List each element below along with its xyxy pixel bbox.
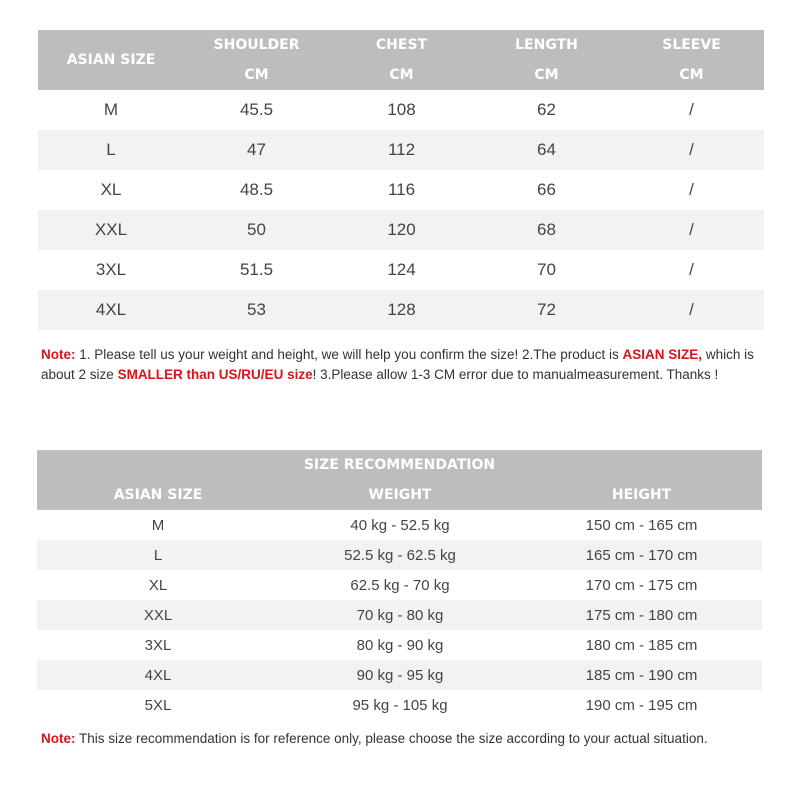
cell-size: M: [103, 100, 119, 119]
cell-weight: 70 kg - 80 kg: [279, 600, 521, 630]
table-row: [37, 600, 762, 630]
cell-shoulder: 47: [184, 130, 329, 170]
header-height: HEIGHT: [521, 480, 762, 510]
header-length-unit: CM: [474, 60, 619, 90]
table-row: [38, 250, 764, 290]
table-row: [38, 210, 764, 250]
cell-chest: 124: [387, 260, 416, 279]
cell-chest: 128: [329, 290, 474, 330]
note-text: This size recommendation is for reference only, please choose the size according to your actual situation.: [75, 731, 708, 746]
recommendation-header-row: [37, 480, 762, 510]
table-row: [38, 130, 764, 170]
cell-height: 190 cm - 195 cm: [585, 696, 698, 714]
header-chest-unit: CM: [329, 60, 474, 90]
recommendation-title-row: [37, 450, 762, 480]
cell-size: 3XL: [144, 636, 172, 654]
cell-chest: 120: [329, 210, 474, 250]
table-row: [38, 170, 764, 210]
cell-sleeve: /: [689, 180, 694, 199]
cell-shoulder: 48.5: [239, 180, 274, 199]
note-label: Note:: [41, 731, 76, 746]
size-chart-header-row-1: [38, 30, 764, 60]
cell-weight: 40 kg - 52.5 kg: [350, 516, 450, 534]
header-length: LENGTH: [474, 30, 619, 60]
cell-size: XXL: [38, 210, 184, 250]
recommendation-title: SIZE RECOMMENDATION: [37, 450, 762, 480]
header-weight: WEIGHT: [279, 480, 521, 510]
cell-size: L: [38, 130, 184, 170]
header-sleeve: SLEEVE: [619, 30, 764, 60]
cell-weight: 52.5 kg - 62.5 kg: [279, 540, 521, 570]
cell-sleeve: /: [619, 210, 764, 250]
header-shoulder: SHOULDER: [184, 30, 329, 60]
cell-shoulder: 51.5: [239, 260, 274, 279]
cell-chest: 112: [329, 130, 474, 170]
cell-weight: 80 kg - 90 kg: [356, 636, 444, 654]
note-highlight-smaller: SMALLER than US/RU/EU size: [117, 366, 313, 382]
cell-size: XL: [100, 180, 122, 199]
cell-length: 68: [474, 210, 619, 250]
note-label: Note:: [41, 347, 76, 362]
cell-weight: 62.5 kg - 70 kg: [350, 576, 450, 594]
size-recommendation-table: [37, 450, 762, 720]
cell-length: 62: [537, 100, 556, 119]
cell-shoulder: 53: [184, 290, 329, 330]
note-highlight-asian-size: ASIAN SIZE,: [622, 347, 703, 362]
cell-shoulder: 50: [184, 210, 329, 250]
cell-height: 175 cm - 180 cm: [521, 600, 762, 630]
cell-sleeve: /: [689, 100, 694, 119]
cell-chest: 116: [387, 180, 416, 199]
header-chest: CHEST: [329, 30, 474, 60]
table-row: [37, 540, 762, 570]
note-text-part2: which is about 2 size: [41, 347, 754, 382]
cell-weight: 95 kg - 105 kg: [352, 696, 448, 714]
cell-size: 4XL: [37, 660, 279, 690]
cell-shoulder: 45.5: [239, 100, 274, 119]
table-row: [38, 290, 764, 330]
table-row: [37, 630, 762, 660]
cell-size: L: [37, 540, 279, 570]
cell-height: 170 cm - 175 cm: [585, 576, 698, 594]
cell-height: 150 cm - 165 cm: [585, 516, 698, 534]
recommendation-note: [41, 729, 761, 749]
cell-length: 64: [474, 130, 619, 170]
cell-length: 66: [537, 180, 556, 199]
cell-height: 180 cm - 185 cm: [585, 636, 698, 654]
cell-size: XL: [148, 576, 168, 594]
table-row: [37, 660, 762, 690]
note-text-part3: ! 3.Please allow 1-3 CM error due to manualmeasurement. Thanks !: [312, 366, 719, 382]
cell-size: 5XL: [144, 696, 172, 714]
table-row: [38, 90, 764, 130]
cell-height: 185 cm - 190 cm: [521, 660, 762, 690]
cell-size: XXL: [37, 600, 279, 630]
cell-size: 4XL: [38, 290, 184, 330]
header-asian-size: ASIAN SIZE: [37, 480, 279, 510]
cell-chest: 108: [387, 100, 416, 119]
cell-size: M: [151, 516, 165, 534]
size-chart-table: [38, 30, 764, 330]
cell-sleeve: /: [689, 260, 694, 279]
header-sleeve-unit: CM: [619, 60, 764, 90]
cell-height: 165 cm - 170 cm: [521, 540, 762, 570]
table-row: [37, 690, 762, 720]
cell-length: 72: [474, 290, 619, 330]
size-note: [41, 345, 761, 384]
table-row: [37, 510, 762, 540]
note-text-part1: 1. Please tell us your weight and height, we will help you confirm the size! 2.The product is: [75, 347, 623, 362]
cell-size: 3XL: [95, 260, 127, 279]
cell-length: 70: [537, 260, 556, 279]
cell-sleeve: /: [619, 290, 764, 330]
cell-weight: 90 kg - 95 kg: [279, 660, 521, 690]
header-asian-size: ASIAN SIZE: [38, 30, 184, 90]
table-row: [37, 570, 762, 600]
cell-sleeve: /: [619, 130, 764, 170]
header-shoulder-unit: CM: [184, 60, 329, 90]
